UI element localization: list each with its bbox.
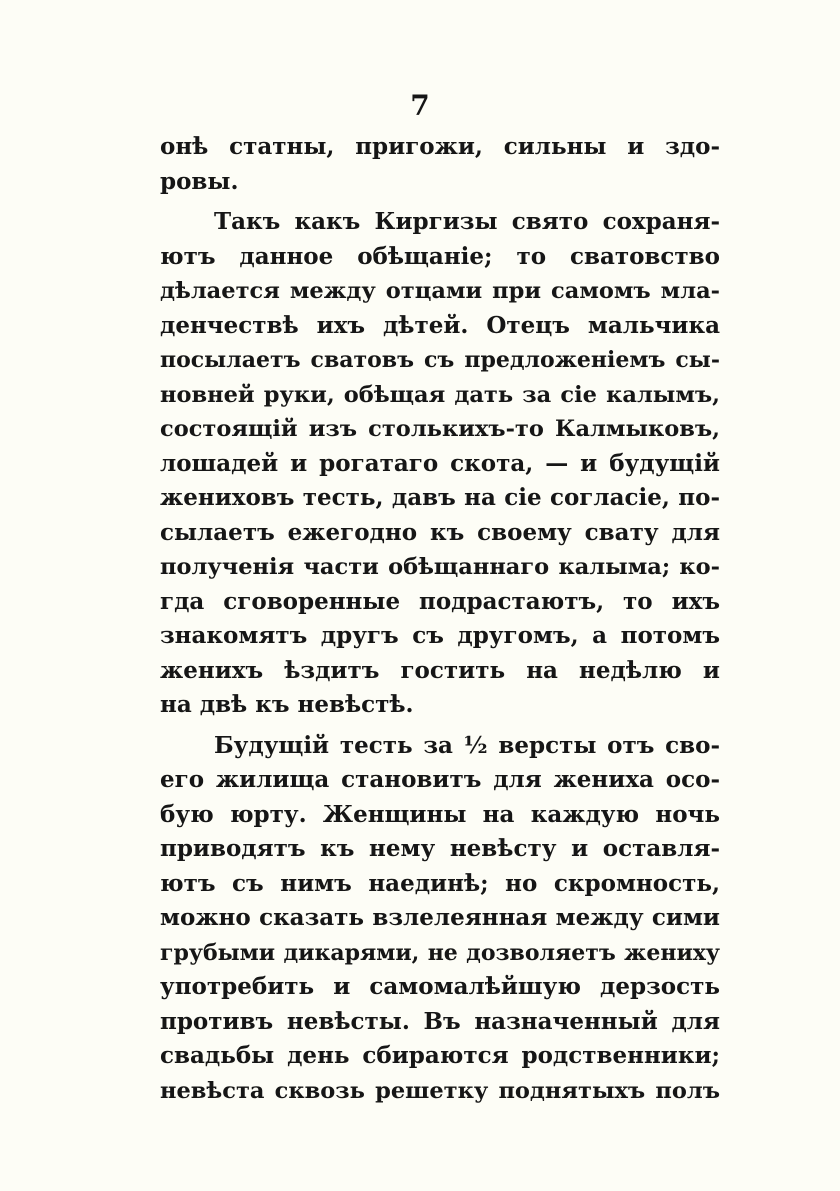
text-line: полученія части обѣщаннаго калыма; ко- — [160, 554, 720, 580]
paragraph-2 — [160, 205, 720, 723]
text-line: невѣста сквозь решетку поднятыхъ полъ — [160, 1077, 720, 1104]
text-line: жениховъ тесть, давъ на сіе согласіе, по- — [160, 484, 720, 511]
text-line: ровы. — [160, 167, 239, 195]
text-line: его жилища становитъ для жениха осо- — [160, 766, 720, 793]
text-line: противъ невѣсты. Въ назначенный для — [160, 1007, 720, 1035]
text-line: сылаетъ ежегодно къ своему свату для — [160, 518, 720, 546]
text-line: ютъ съ нимъ наединѣ; но скромность, — [160, 869, 720, 897]
text-line: новней руки, обѣщая дать за сіе калымъ, — [160, 381, 720, 408]
page-number: 7 — [410, 89, 430, 122]
paragraph-1 — [160, 130, 720, 199]
text-line: женихъ ѣздитъ гостить на недѣлю и — [160, 656, 720, 684]
text-line: Будущій тесть за ½ версты отъ сво- — [214, 731, 720, 759]
text-line: можно сказать взлелеянная между сими — [160, 904, 720, 931]
text-line: свадьбы день сбираются родственники; — [160, 1042, 720, 1069]
text-line: бую юрту. Женщины на каждую ночь — [160, 800, 720, 828]
text-line: на двѣ къ невѣстѣ. — [160, 691, 414, 718]
text-line: состоящій изъ столькихъ-то Калмыковъ, — [160, 416, 720, 442]
text-body — [160, 130, 720, 1108]
text-line: посылаетъ сватовъ съ предложеніемъ сы- — [160, 347, 720, 373]
text-line: дѣлается между отцами при самомъ мла- — [160, 278, 720, 304]
text-line: употребить и самомалѣйшую дерзость — [160, 973, 720, 1000]
text-line: приводятъ къ нему невѣсту и оставля- — [160, 835, 720, 862]
paragraph-3 — [160, 729, 720, 1109]
text-line: денчествѣ ихъ дѣтей. Отецъ мальчика — [160, 311, 720, 339]
text-line: онѣ статны, пригожи, сильны и здо- — [160, 133, 720, 160]
text-line: знакомятъ другъ съ другомъ, а потомъ — [160, 622, 720, 649]
text-line: Такъ какъ Киргизы свято сохраня- — [214, 208, 720, 235]
text-line: гда сговоренные подрастаютъ, то ихъ — [160, 587, 720, 615]
text-line: ютъ данное обѣщаніе; то сватовство — [160, 242, 720, 270]
text-line: лошадей и рогатаго скота, — и будущій — [160, 449, 720, 477]
text-line: грубыми дикарями, не дозволяетъ жениху — [160, 939, 720, 966]
